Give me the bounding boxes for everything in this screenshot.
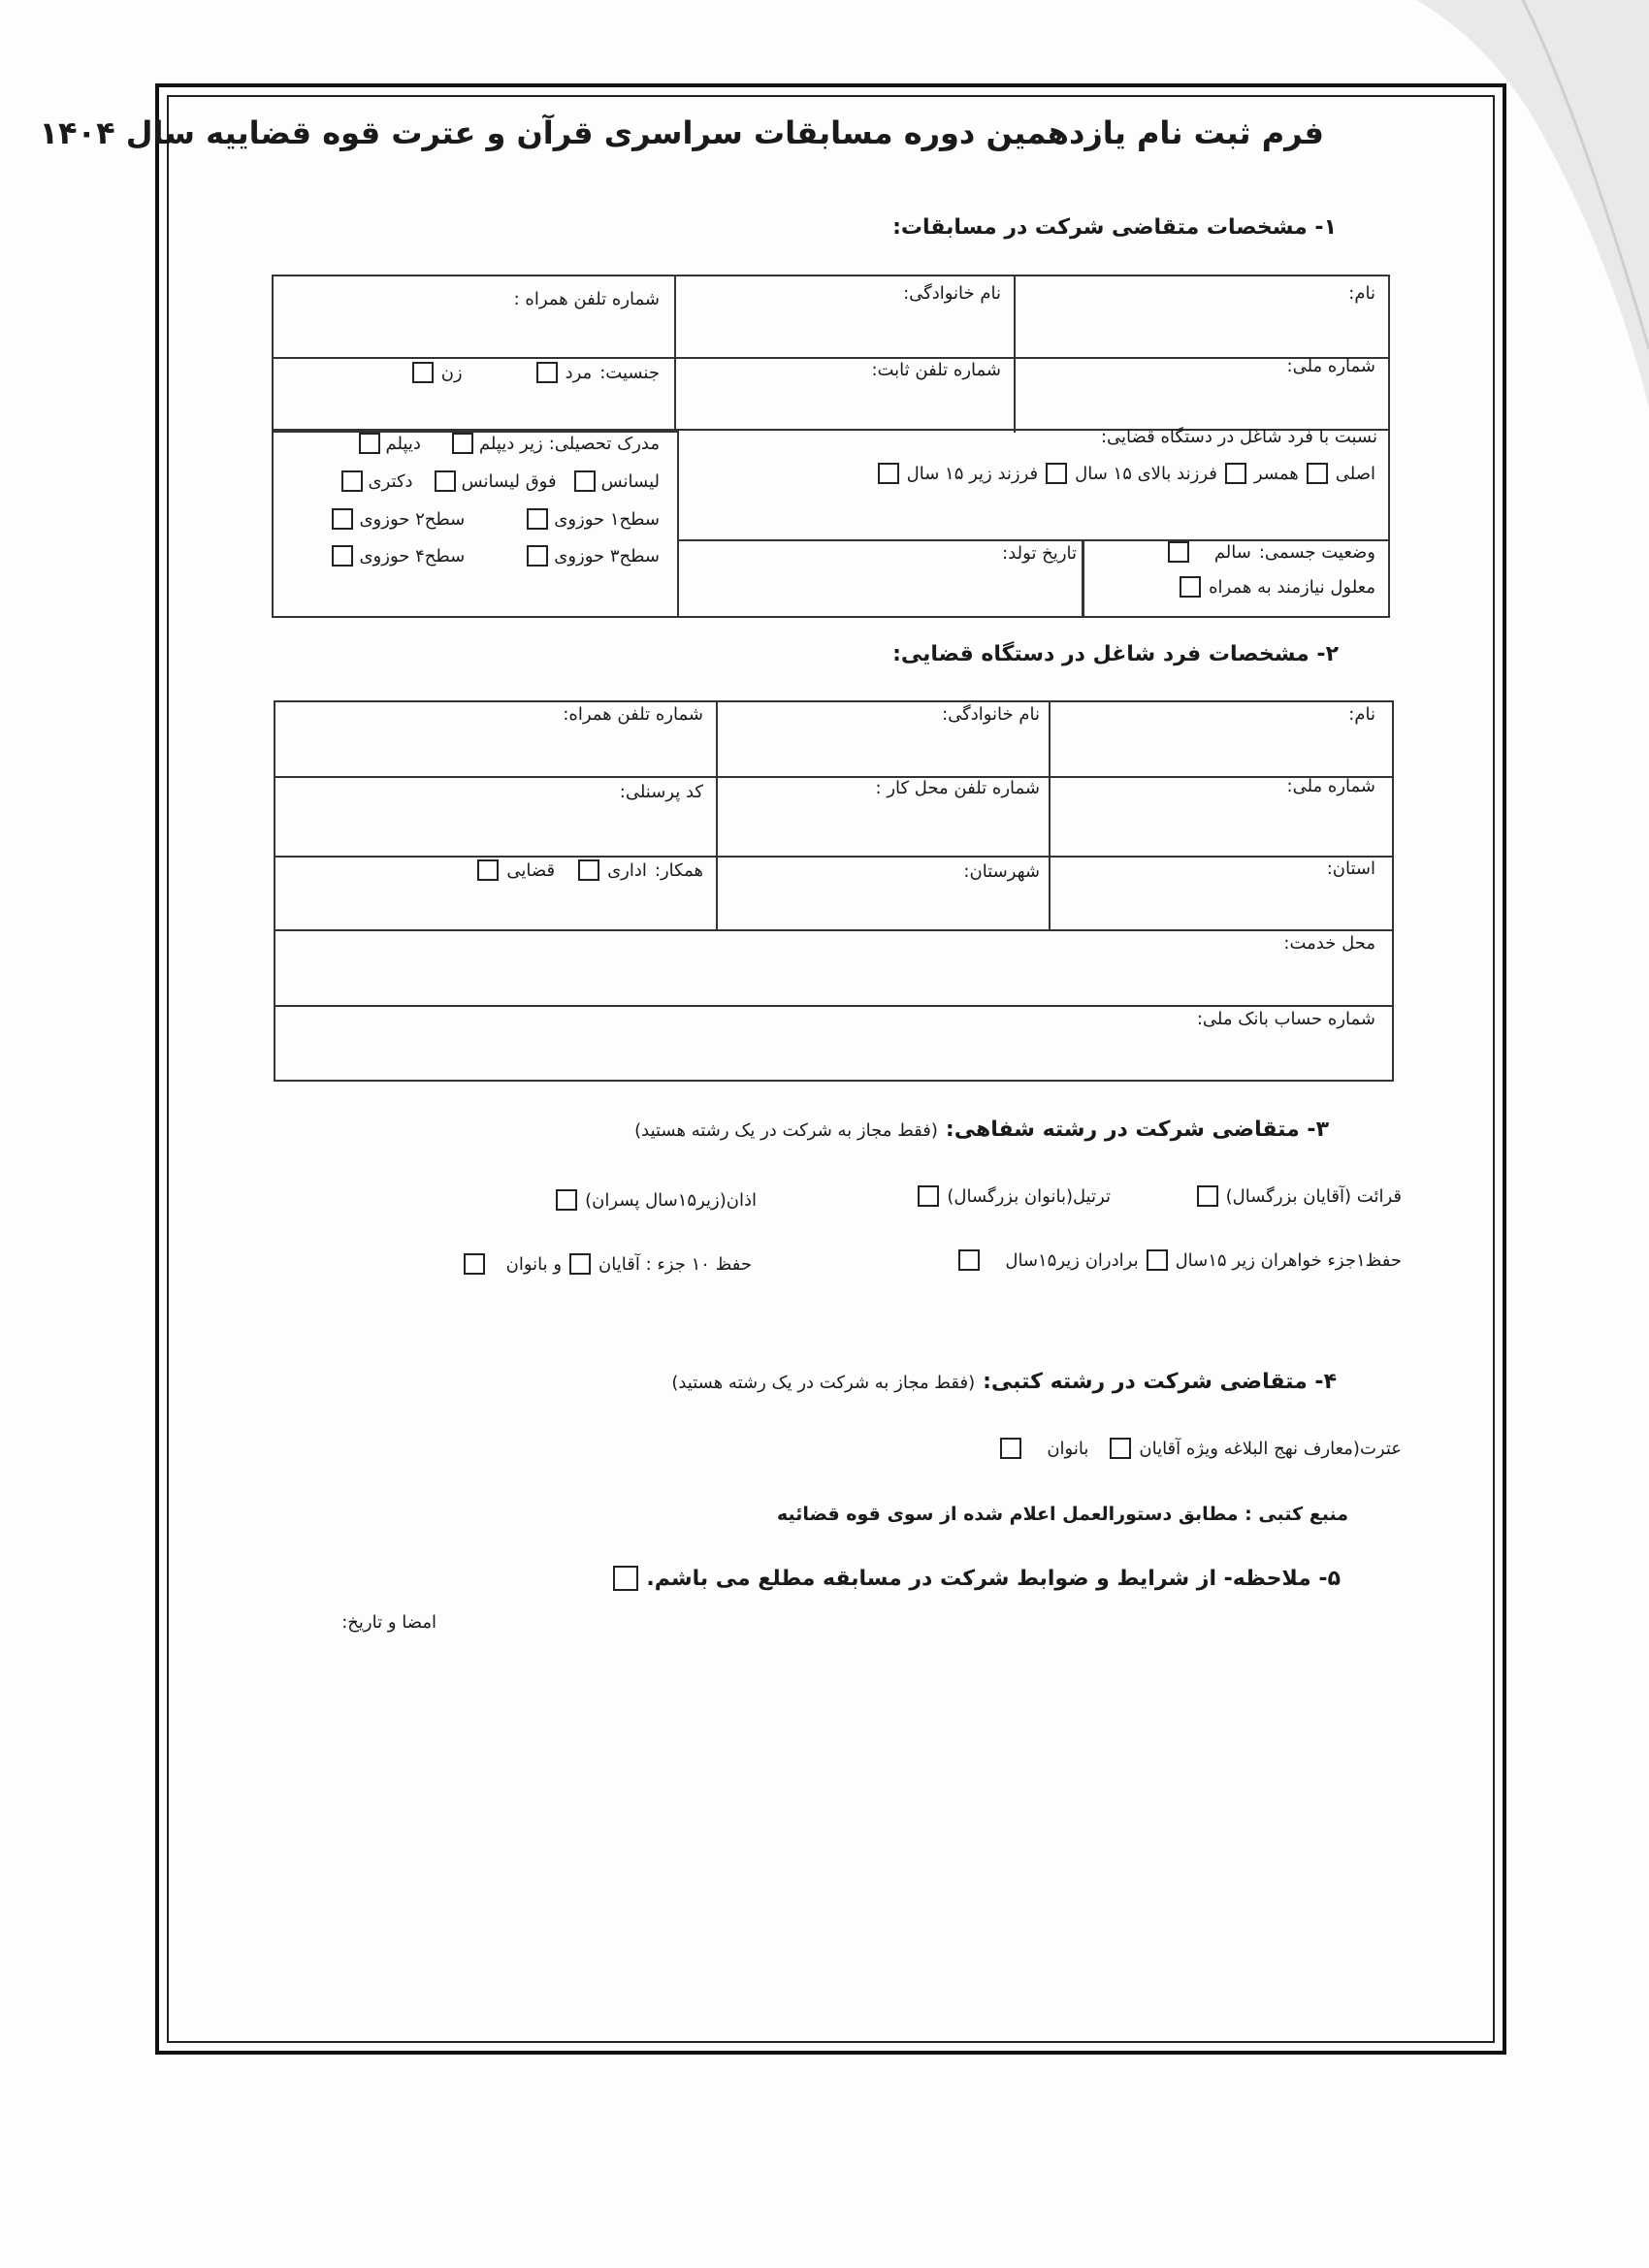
section4-note: (فقط مجاز به شرکت در یک رشته هستید) xyxy=(671,1373,976,1393)
gender-female-checkbox[interactable] xyxy=(412,362,434,383)
relation-child-under15-label: فرزند زیر ۱۵ سال xyxy=(906,463,1039,484)
relation-spouse-label: همسر xyxy=(1253,463,1299,484)
edu-hawza2-label: سطح۲ حوزوی xyxy=(359,508,466,530)
s1-national-id-label: شماره ملی: xyxy=(1286,356,1375,376)
form-title: فرم ثبت نام یازدهمین دوره مسابقات سراسری قرآن و عترت قوه قضاییه سال ۱۴۰۴ xyxy=(39,114,1324,151)
physical-healthy-checkbox[interactable] xyxy=(1168,541,1189,563)
physical-row2 xyxy=(1180,576,1375,598)
s3-azan-option xyxy=(556,1189,757,1211)
s3-hifz1-option xyxy=(958,1249,1402,1271)
relation-child-over15-label: فرزند بالای ۱۵ سال xyxy=(1075,463,1217,484)
s1-landline-label: شماره تلفن ثابت: xyxy=(871,360,1001,380)
education-row2 xyxy=(341,470,660,492)
edu-below-diploma-checkbox[interactable] xyxy=(452,433,473,454)
s2-province-label: استان: xyxy=(1326,859,1375,879)
relation-child-under15-checkbox[interactable] xyxy=(878,463,899,484)
section1-heading: ۱- مشخصات متقاضی شرکت در مسابقات: xyxy=(892,215,1337,240)
s2-city-label: شهرستان: xyxy=(963,861,1040,882)
physical-disabled-checkbox[interactable] xyxy=(1180,576,1201,598)
edu-bachelor-label: لیسانس xyxy=(600,470,660,492)
education-label: مدرک تحصیلی: xyxy=(548,433,660,454)
edu-hawza2-checkbox[interactable] xyxy=(332,508,353,530)
edu-hawza1-checkbox[interactable] xyxy=(527,508,548,530)
s3-hifz10-men-checkbox[interactable] xyxy=(569,1253,591,1275)
section2-heading: ۲- مشخصات فرد شاغل در دستگاه قضایی: xyxy=(892,642,1339,666)
edu-diploma-checkbox[interactable] xyxy=(359,433,380,454)
relation-options xyxy=(878,463,1375,484)
edu-hawza3-checkbox[interactable] xyxy=(527,545,548,567)
relation-main-label: اصلی xyxy=(1335,463,1375,484)
s3-tartil-checkbox[interactable] xyxy=(918,1185,939,1207)
colleague-label: همکار: xyxy=(654,859,703,881)
section3-note: (فقط مجاز به شرکت در یک رشته هستید) xyxy=(634,1120,938,1141)
education-row3 xyxy=(332,508,660,530)
colleague-group xyxy=(477,859,703,881)
edu-phd-label: دکتری xyxy=(368,470,413,492)
s3-qiraat-option xyxy=(1197,1185,1402,1207)
edu-phd-checkbox[interactable] xyxy=(341,470,363,492)
physical-label: وضعیت جسمی: xyxy=(1258,541,1375,563)
s3-azan-checkbox[interactable] xyxy=(556,1189,577,1211)
edu-hawza3-label: سطح۳ حوزوی xyxy=(554,545,660,567)
colleague-admin-label: اداری xyxy=(607,859,647,881)
signature-date-label: امضا و تاریخ: xyxy=(341,1612,436,1633)
edu-below-diploma-label: زیر دیپلم xyxy=(478,433,543,454)
s3-qiraat-checkbox[interactable] xyxy=(1197,1185,1218,1207)
s4-women-label: بانوان xyxy=(1047,1438,1089,1459)
edu-master-label: فوق لیسانس xyxy=(461,470,557,492)
s3-hifz10-option xyxy=(464,1253,752,1275)
gender-male-label: مرد xyxy=(565,362,593,383)
physical-healthy-label: سالم xyxy=(1213,541,1251,563)
edu-hawza4-label: سطح۴ حوزوی xyxy=(359,545,466,567)
s2-service-place-label: محل خدمت: xyxy=(1283,933,1375,954)
s4-source: منبع کتبی : مطابق دستورالعمل اعلام شده از سوی قوه قضائیه xyxy=(776,1504,1348,1525)
s3-hifz1-brothers-label: برادران زیر۱۵سال xyxy=(1005,1249,1139,1271)
section3-heading: ۳- متقاضی شرکت در رشته شفاهی: xyxy=(945,1118,1329,1142)
s3-tartil-label: ترتیل(بانوان بزرگسال) xyxy=(947,1185,1111,1207)
s4-etrat-checkbox[interactable] xyxy=(1110,1438,1131,1459)
s3-hifz1-label: حفظ۱جزء خواهران زیر ۱۵سال xyxy=(1175,1249,1402,1271)
s1-gender-group xyxy=(412,362,660,383)
section5-agree-checkbox[interactable] xyxy=(613,1566,638,1591)
s2-personnel-code-label: کد پرسنلی: xyxy=(619,782,703,802)
section4-heading: ۴- متقاضی شرکت در رشته کتبی: xyxy=(983,1370,1337,1394)
relation-child-over15-checkbox[interactable] xyxy=(1046,463,1067,484)
s1-mobile-label: شماره تلفن همراه : xyxy=(513,289,660,309)
s4-etrat-label: عترت(معارف نهج البلاغه ویژه آقایان xyxy=(1139,1438,1402,1459)
s1-first-name-label: نام: xyxy=(1348,283,1375,304)
edu-bachelor-checkbox[interactable] xyxy=(574,470,596,492)
colleague-admin-checkbox[interactable] xyxy=(578,859,599,881)
education-row1 xyxy=(359,433,660,454)
physical-row1 xyxy=(1168,541,1375,563)
s3-tartil-option xyxy=(918,1185,1111,1207)
s2-work-phone-label: شماره تلفن محل کار : xyxy=(875,778,1040,798)
s3-hifz10-label: حفظ ۱۰ جزء : آقایان xyxy=(598,1253,752,1275)
section5-text: ۵- ملاحظه- از شرایط و ضوابط شرکت در مسابقه مطلع می باشم. xyxy=(646,1566,1341,1591)
s4-options xyxy=(1000,1438,1402,1459)
s2-bank-account-label: شماره حساب بانک ملی: xyxy=(1196,1009,1375,1029)
edu-master-checkbox[interactable] xyxy=(435,470,456,492)
section3-header xyxy=(634,1118,1329,1142)
edu-hawza1-label: سطح۱ حوزوی xyxy=(554,508,660,530)
s4-women-checkbox[interactable] xyxy=(1000,1438,1021,1459)
s2-mobile-label: شماره تلفن همراه: xyxy=(563,704,703,725)
s2-first-name-label: نام: xyxy=(1348,704,1375,725)
colleague-judicial-label: قضایی xyxy=(506,859,556,881)
section5-row xyxy=(613,1566,1341,1591)
s3-azan-label: اذان(زیر۱۵سال پسران) xyxy=(585,1189,757,1211)
colleague-judicial-checkbox[interactable] xyxy=(477,859,499,881)
edu-diploma-label: دیپلم xyxy=(385,433,421,454)
s3-hifz1-brothers-checkbox[interactable] xyxy=(958,1249,980,1271)
s3-hifz10-women-checkbox[interactable] xyxy=(464,1253,485,1275)
birth-date-label: تاریخ تولد: xyxy=(1002,543,1077,564)
education-row4 xyxy=(332,545,660,567)
physical-disabled-label: معلول نیازمند به همراه xyxy=(1209,576,1375,598)
s2-last-name-label: نام خانوادگی: xyxy=(942,704,1040,725)
s3-qiraat-label: قرائت (آقایان بزرگسال) xyxy=(1225,1185,1402,1207)
gender-label: جنسیت: xyxy=(599,362,660,383)
relation-label: نسبت با فرد شاغل در دستگاه قضایی: xyxy=(1100,427,1377,447)
s3-hifz10-women-label: و بانوان xyxy=(505,1253,563,1275)
gender-female-label: زن xyxy=(440,362,463,383)
relation-main-checkbox[interactable] xyxy=(1307,463,1328,484)
relation-spouse-checkbox[interactable] xyxy=(1225,463,1246,484)
edu-hawza4-checkbox[interactable] xyxy=(332,545,353,567)
s3-hifz1-checkbox[interactable] xyxy=(1147,1249,1168,1271)
gender-male-checkbox[interactable] xyxy=(536,362,558,383)
section4-header xyxy=(671,1370,1337,1394)
s2-national-id-label: شماره ملی: xyxy=(1286,776,1375,796)
s1-last-name-label: نام خانوادگی: xyxy=(903,283,1001,304)
